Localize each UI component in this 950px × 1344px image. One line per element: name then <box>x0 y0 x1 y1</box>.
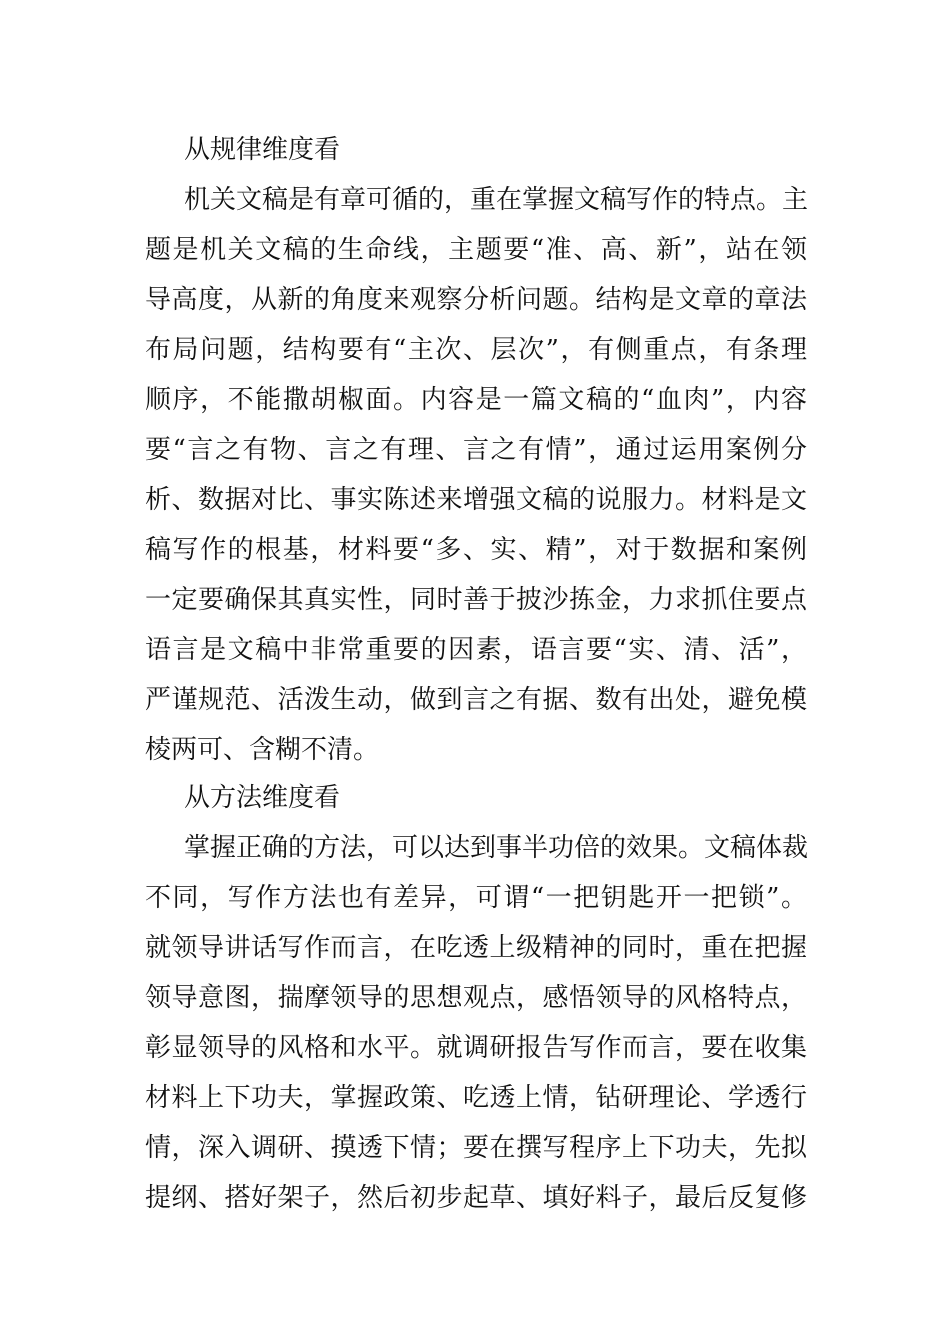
paragraph-line: 一定要确保其真实性，同时善于披沙拣金，力求抓住要点 <box>145 585 807 615</box>
section-heading-rules: 从规律维度看 <box>184 135 341 165</box>
paragraph-line: 析、数据对比、事实陈述来增强文稿的说服力。材料是文 <box>145 485 807 515</box>
paragraph-line: 掌握正确的方法，可以达到事半功倍的效果。文稿体裁 <box>184 833 809 863</box>
paragraph-line: 严谨规范、活泼生动，做到言之有据、数有出处，避免模 <box>145 685 807 715</box>
paragraph-line: 导高度，从新的角度来观察分析问题。结构是文章的章法 <box>145 285 807 315</box>
paragraph-line: 稿写作的根基，材料要“多、实、精”，对于数据和案例 <box>145 535 807 565</box>
paragraph-line: 语言是文稿中非常重要的因素，语言要“实、清、活”， <box>145 635 807 665</box>
paragraph-line: 材料上下功夫，掌握政策、吃透上情，钻研理论、学透行 <box>145 1083 807 1113</box>
paragraph-line: 机关文稿是有章可循的，重在掌握文稿写作的特点。主 <box>184 185 809 215</box>
paragraph-line: 提纲、搭好架子，然后初步起草、填好料子，最后反复修 <box>145 1183 807 1213</box>
paragraph-line: 情，深入调研、摸透下情；要在撰写程序上下功夫，先拟 <box>145 1133 807 1163</box>
paragraph-line: 题是机关文稿的生命线，主题要“准、高、新”，站在领 <box>145 235 807 265</box>
paragraph-line: 领导意图，揣摩领导的思想观点，感悟领导的风格特点， <box>145 983 807 1013</box>
paragraph-line: 布局问题，结构要有“主次、层次”，有侧重点，有条理 <box>145 335 807 365</box>
paragraph-line: 就领导讲话写作而言，在吃透上级精神的同时，重在把握 <box>145 933 807 963</box>
paragraph-line: 顺序，不能撒胡椒面。内容是一篇文稿的“血肉”，内容 <box>145 385 807 415</box>
paragraph-line: 彰显领导的风格和水平。就调研报告写作而言，要在收集 <box>145 1033 807 1063</box>
section-heading-methods: 从方法维度看 <box>184 783 341 813</box>
paragraph-line: 不同，写作方法也有差异，可谓“一把钥匙开一把锁”。 <box>145 883 807 913</box>
paragraph-line: 棱两可、含糊不清。 <box>145 735 380 765</box>
paragraph-line: 要“言之有物、言之有理、言之有情”，通过运用案例分 <box>145 435 807 465</box>
